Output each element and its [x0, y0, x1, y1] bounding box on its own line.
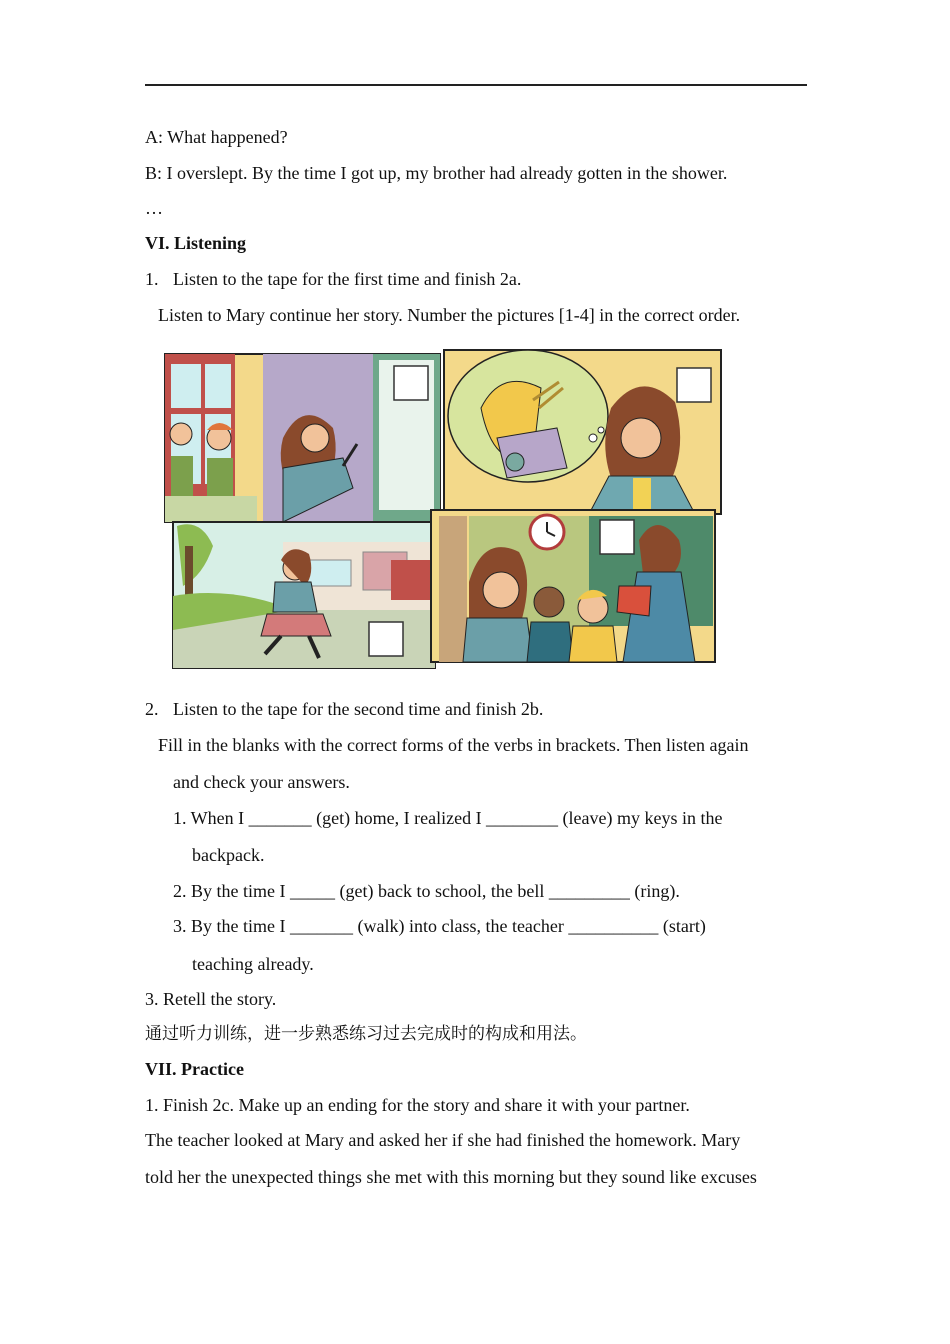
item-text: Listen to the tape for the first time and finish 2a. [173, 269, 522, 289]
item-number: 1. [145, 269, 159, 289]
item-text: Listen to the tape for the second time and finish 2b. [173, 699, 544, 719]
practice-paragraph-line-2: told her the unexpected things she met with this morning but they sound like excuses [145, 1167, 757, 1187]
picture-panel-thinking [444, 350, 721, 514]
dialogue-ellipsis: … [145, 198, 163, 218]
picture-panel-window [165, 354, 440, 522]
header-rule [145, 84, 807, 86]
number-box-2[interactable] [677, 368, 711, 402]
listening-item-3: 3. Retell the story. [145, 989, 277, 1009]
practice-paragraph-line-1: The teacher looked at Mary and asked her if she had finished the homework. Mary [145, 1130, 741, 1150]
item-number: 2. [145, 699, 159, 719]
picture-panel-classroom [431, 510, 715, 662]
chinese-note: 通过听力训练，进一步熟悉练习过去完成时的构成和用法。 [145, 1024, 587, 1044]
exercise-3-line-2: teaching already. [192, 954, 314, 974]
number-box-4[interactable] [600, 520, 634, 554]
section-heading-listening: VI. Listening [145, 233, 247, 253]
picture-panel-school [173, 522, 435, 668]
exercise-1-line-1: 1. When I _______ (get) home, I realized I ________ (leave) my keys in the [173, 808, 723, 828]
exercise-1-line-2: backpack. [192, 845, 265, 865]
listening-item-2-instruction-2: and check your answers. [173, 772, 350, 792]
story-pictures-figure [163, 346, 725, 670]
dialogue-a: A: What happened? [145, 127, 288, 147]
practice-item-1: 1. Finish 2c. Make up an ending for the story and share it with your partner. [145, 1095, 690, 1115]
listening-item-2-instruction-1: Fill in the blanks with the correct forms of the verbs in brackets. Then listen again [158, 735, 749, 755]
number-box-1[interactable] [394, 366, 428, 400]
exercise-2-line-1: 2. By the time I _____ (get) back to school, the bell _________ (ring). [173, 881, 680, 901]
listening-item-1-instruction: Listen to Mary continue her story. Number the pictures [1-4] in the correct order. [158, 305, 741, 325]
dialogue-b: B: I overslept. By the time I got up, my brother had already gotten in the shower. [145, 163, 728, 183]
listening-item-2 [145, 698, 544, 720]
section-heading-practice: VII. Practice [145, 1059, 244, 1079]
listening-item-1 [145, 268, 522, 290]
number-box-3[interactable] [369, 622, 403, 656]
exercise-3-line-1: 3. By the time I _______ (walk) into class, the teacher __________ (start) [173, 916, 706, 936]
